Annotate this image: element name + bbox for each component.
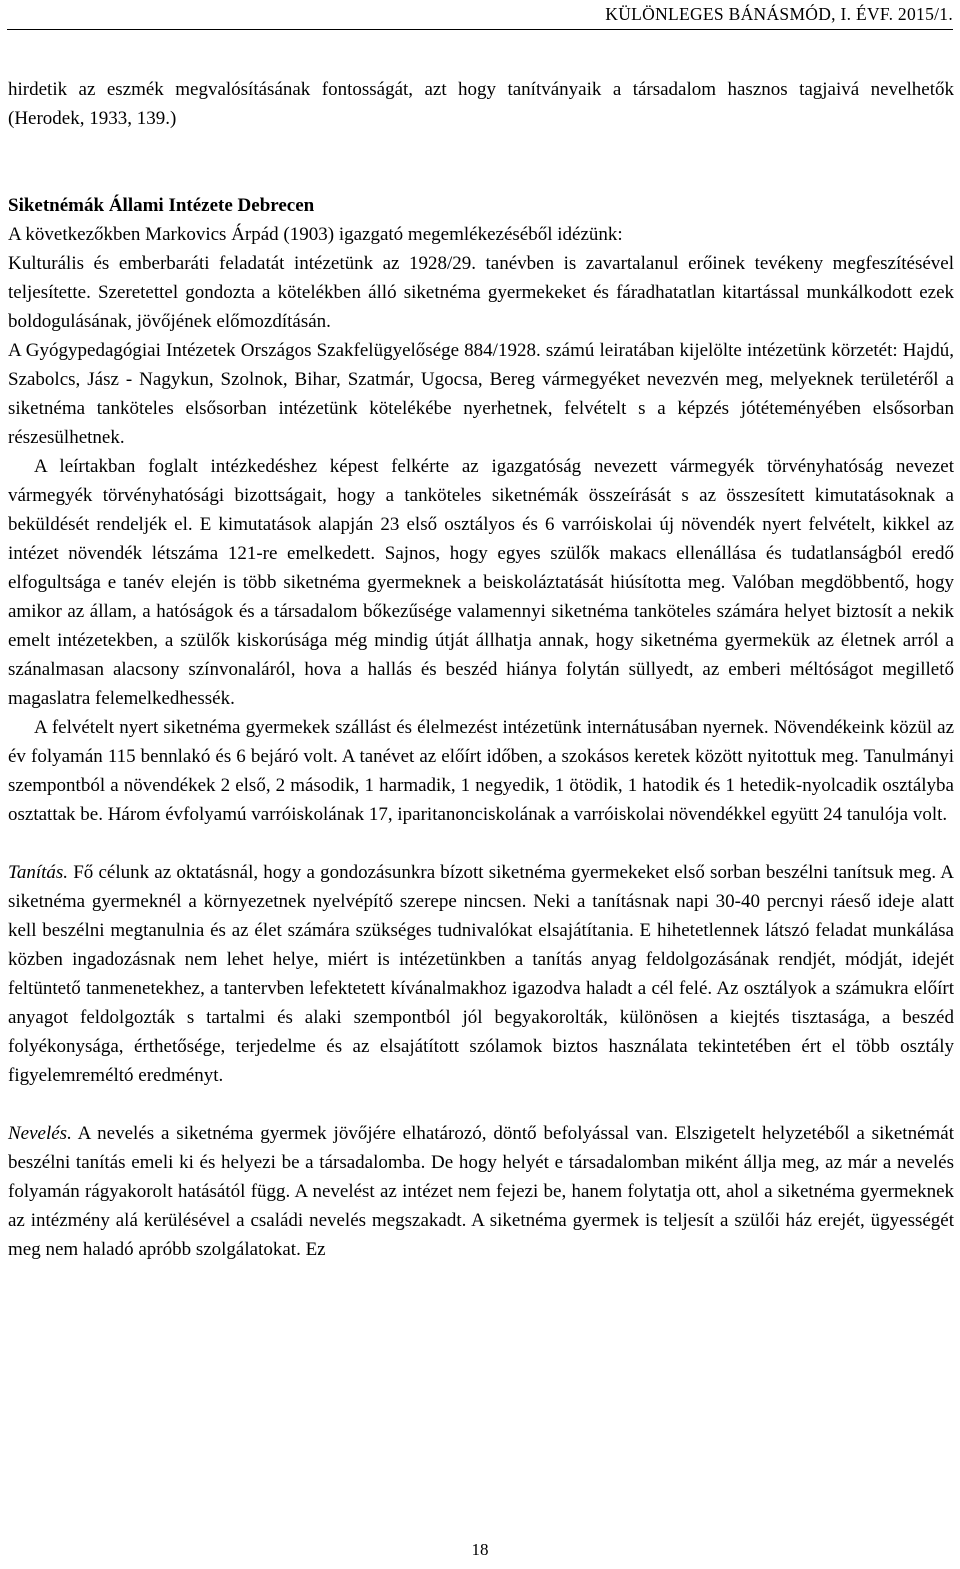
header-rule bbox=[7, 29, 953, 30]
running-header: KÜLÖNLEGES BÁNÁSMÓD, I. ÉVF. 2015/1. bbox=[605, 4, 953, 24]
upbringing-lead-in: Nevelés. bbox=[8, 1123, 72, 1144]
paragraph-1: Kulturális és emberbaráti feladatát intézetünk az 1928/29. tanévben is zavartalanul erőinek tevékeny megfeszítésével teljesítette. Szeretettel gondozta a kötelékben álló siketnéma gyermekeket és fáradhatatlan kitartással munkálkodott ezek boldogulásának, jövőjének előmozdításán. bbox=[8, 253, 954, 332]
paragraph-teaching bbox=[8, 858, 954, 1090]
section-heading: Siketnémák Állami Intézete Debrecen bbox=[8, 195, 315, 216]
paragraph-3: A leírtakban foglalt intézkedéshez képest felkérte az igazgatóság nevezett vármegyék törvényhatóság nevezet vármegyék törvényhatósági bizottságait, hogy a tanköteles siketnémák összeírását s az összesített kimutatásoknak a beküldését rendeljék el. E kimutatások alapján 23 első osztályos és 6 varróiskolai új növendék nyert felvételt, kikkel az intézet növendék létszáma 121-re emelkedett. Sajnos, hogy egyes szülők makacs ellenállása és tudatlanságból eredő elfogultsága e tanév elején is több siketnéma gyermeknek a beiskoláztatását hiúsította meg. Valóban megdöbbentő, hogy amikor az állam, a hatóságok és a társadalom bőkezűsége valamennyi siketnéma tanköteles számára helyet biztosít a nekik emelt intézetekben, a szülők kiskorúsága még mindig útját állhatja annak, hogy siketnéma gyermekük az életnek arról a szánalmasan alacsony színvonaláról, hova a hallás és beszéd hiánya folytán süllyedt, az emberi méltóságot megillető magaslatra felemelkedhessék. bbox=[8, 456, 954, 709]
teaching-lead-in: Tanítás. bbox=[8, 862, 69, 883]
paragraph-2: A Gyógypedagógiai Intézetek Országos Szakfelügyelősége 884/1928. számú leiratában kijelölte intézetünk körzetét: Hajdú, Szabolcs, Jász - Nagykun, Szolnok, Bihar, Szatmár, Ugocsa, Bereg vármegyéket nevezvén meg, melyeknek területéről a siketnéma tanköteles elsősorban intézetünk kötelékébe nyerhetnek, felvételt s a képzés jótéteményében elsősorban részesülhetnek. bbox=[8, 340, 954, 448]
intro-continuation: hirdetik az eszmék megvalósításának fontosságát, azt hogy tanítványaik a társadalom hasznos tagjaivá nevelhetők (Herodek, 1933, 139.) bbox=[8, 79, 954, 129]
paragraph-upbringing bbox=[8, 1119, 954, 1264]
paragraph-4: A felvételt nyert siketnéma gyermekek szállást és élelmezést intézetünk internátusában nyernek. Növendékeink közül az év folyamán 115 bennlakó és 6 bejáró volt. A tanévet az előírt időben, a szokásos keretek között nyitottuk meg. Tanulmányi szempontból a növendékek 2 első, 2 második, 1 harmadik, 1 negyedik, 1 ötödik, 1 hatodik és 1 hetedik-nyolcadik osztályba osztattak be. Három évfolyamú varróiskolának 17, iparitanonciskolának a varróiskolai növendékkel együtt 24 tanulója volt. bbox=[8, 717, 954, 825]
page-number: 18 bbox=[471, 1540, 489, 1559]
teaching-text: Fő célunk az oktatásnál, hogy a gondozásunkra bízott siketnéma gyermekeket első sorban beszélni tanítsuk meg. A siketnéma gyermeknél a környezetnek nyelvépítő szerepe nincsen. Neki a tanításnak napi 30-40 percnyi ráeső ideje alatt kell beszélni megtanulnia és az élet számára szükséges tudnivalókat elsajátítania. E hihetetlennek látszó feladat munkálása közben ingadozásnak nem lehet helye, miért is intézetünkben a tanítás anyag feldolgozásának rendjét, módját, idejét feltüntető tanmenetekhez, a tantervben lefektetett kívánalmakhoz igazodva haladt a cél felé. Az osztályok a számukra előírt anyagot feldolgozták s tartalmi és alaki szempontból jól begyakorolták, különösen a kiejtés tisztasága, a beszéd folyékonysága, érthetősége, terjedelme és az elsajátított szólamok biztos használata tekintetében ért el több osztály figyelemreméltó eredményt. bbox=[8, 862, 954, 1086]
upbringing-text: A nevelés a siketnéma gyermek jövőjére elhatározó, döntő befolyással van. Elszigetelt helyzetéből a siketnémát beszélni tanítás emeli ki és helyezi be a társadalomba. De hogy helyét e társadalomban miként állja meg, az már a nevelés folyamán rágyakorolt hatásától függ. A nevelést az intézet nem fejezi be, hanem folytatja ott, ahol a siketnéma gyermeknek az intézmény alá kerülésével a családi nevelés megszakadt. A siketnéma gyermek is teljesít a szülői ház erejét, ügyességét meg nem haladó apróbb szolgálatokat. Ez bbox=[8, 1123, 954, 1260]
page-body bbox=[8, 75, 954, 1264]
quote-intro: A következőkben Markovics Árpád (1903) igazgató megemlékezéséből idézünk: bbox=[8, 224, 623, 245]
